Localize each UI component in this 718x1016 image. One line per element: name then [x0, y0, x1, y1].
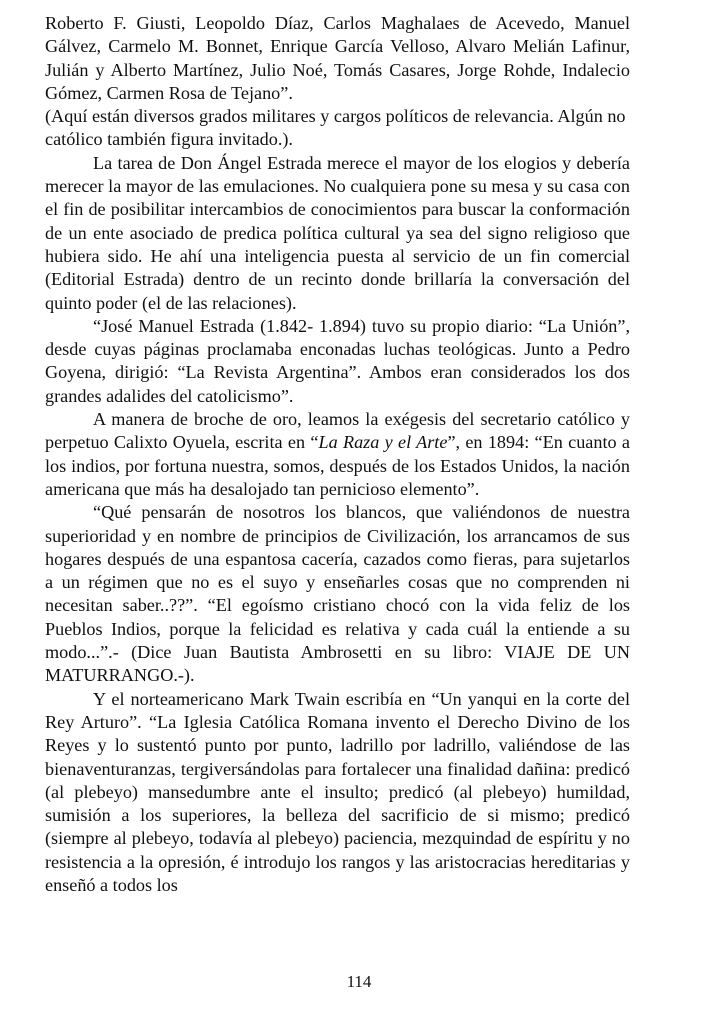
paragraph-calixto-oyuela	[45, 408, 630, 501]
book-title-la-raza-y-el-arte: La Raza y el Arte	[318, 432, 448, 453]
paragraph-ambrosetti-quote: “Qué pensarán de nosotros los blancos, que valiéndonos de nuestra superioridad y en nombre de principios de Civilización, los arrancamos de sus hogares después de una espantosa cacería, cazados como fieras, para sujetarlos a un régimen que no es el suyo y enseñarles cosas que no comprenden ni necesitan saber..??”. “El egoísmo cristiano chocó con la vida feliz de los Pueblos Indios, porque la felicidad es relativa y cada cuál la entiende a su modo...”.- (Dice Juan Bautista Ambrosetti en su libro: VIAJE DE UN MATURRANGO.-).	[45, 502, 630, 686]
oyuela-text-before: A manera de broche de oro, leamos la exégesis del secretario católico y perpetuo Calixto Oyuela, escrita en “	[45, 409, 630, 453]
paragraph-angel-estrada: La tarea de Don Ángel Estrada merece el mayor de los elogios y debería merecer la mayor de las emulaciones. No cualquiera pone su mesa y su casa con el fin de posibilitar intercambios de conocimientos para buscar la conformación de un ente asociado de predica política cultural ya sea del signo religioso que hubiera sido. He ahí una inteligencia puesta al servicio de un fin comercial (Editorial Estrada) dentro de un recinto donde brillaría la conversación del quinto poder (el de las relaciones).	[45, 152, 630, 313]
paragraph-mark-twain: Y el norteamericano Mark Twain escribía en “Un yanqui en la corte del Rey Arturo”. “La Iglesia Católica Romana invento el Derecho Divino de los Reyes y lo sustentó punto por punto, ladrillo por ladrillo, valiéndose de las bienaventuranzas, tergiversándolas para fortalecer una finalidad dañina: predicó (al plebeyo) mansedumbre ante el insulto; predicó (al plebeyo) humildad, sumisión a los superiores, la belleza del sacrificio de si mismo; predicó (siempre al plebeyo, todavía al plebeyo) paciencia, mezquindad de espíritu y no resistencia a la opresión, é introdujo los rangos y las aristocracias hereditarias y enseñó a todos los	[45, 688, 630, 895]
oyuela-text-after: ”, en 1894: “En cuanto a los indios, por fortuna nuestra, somos, después de los Estados Unidos, la nación americana que más ha desalojado tan pernicioso elemento”.	[45, 432, 630, 499]
page-number: 114	[346, 972, 372, 991]
paragraph-jose-manuel-estrada: “José Manuel Estrada (1.842- 1.894) tuvo su propio diario: “La Unión”, desde cuyas páginas proclamaba enconadas luchas teológicas. Junto a Pedro Goyena, dirigió: “La Revista Argentina”. Ambos eran considerados los dos grandes adalides del catolicismo”.	[45, 315, 630, 406]
paragraph-parenthetical-note: (Aquí están diversos grados militares y cargos políticos de relevancia. Algún no católico también figura invitado.).	[45, 106, 626, 150]
paragraph-author-list: Roberto F. Giusti, Leopoldo Díaz, Carlos Maghalaes de Acevedo, Manuel Gálvez, Carmelo M. Bonnet, Enrique García Velloso, Alvaro Melián Lafinur, Julián y Alberto Martínez, Julio Noé, Tomás Casares, Jorge Rohde, Indalecio Gómez, Carmen Rosa de Tejano”.	[45, 13, 630, 103]
body-text	[45, 12, 630, 897]
